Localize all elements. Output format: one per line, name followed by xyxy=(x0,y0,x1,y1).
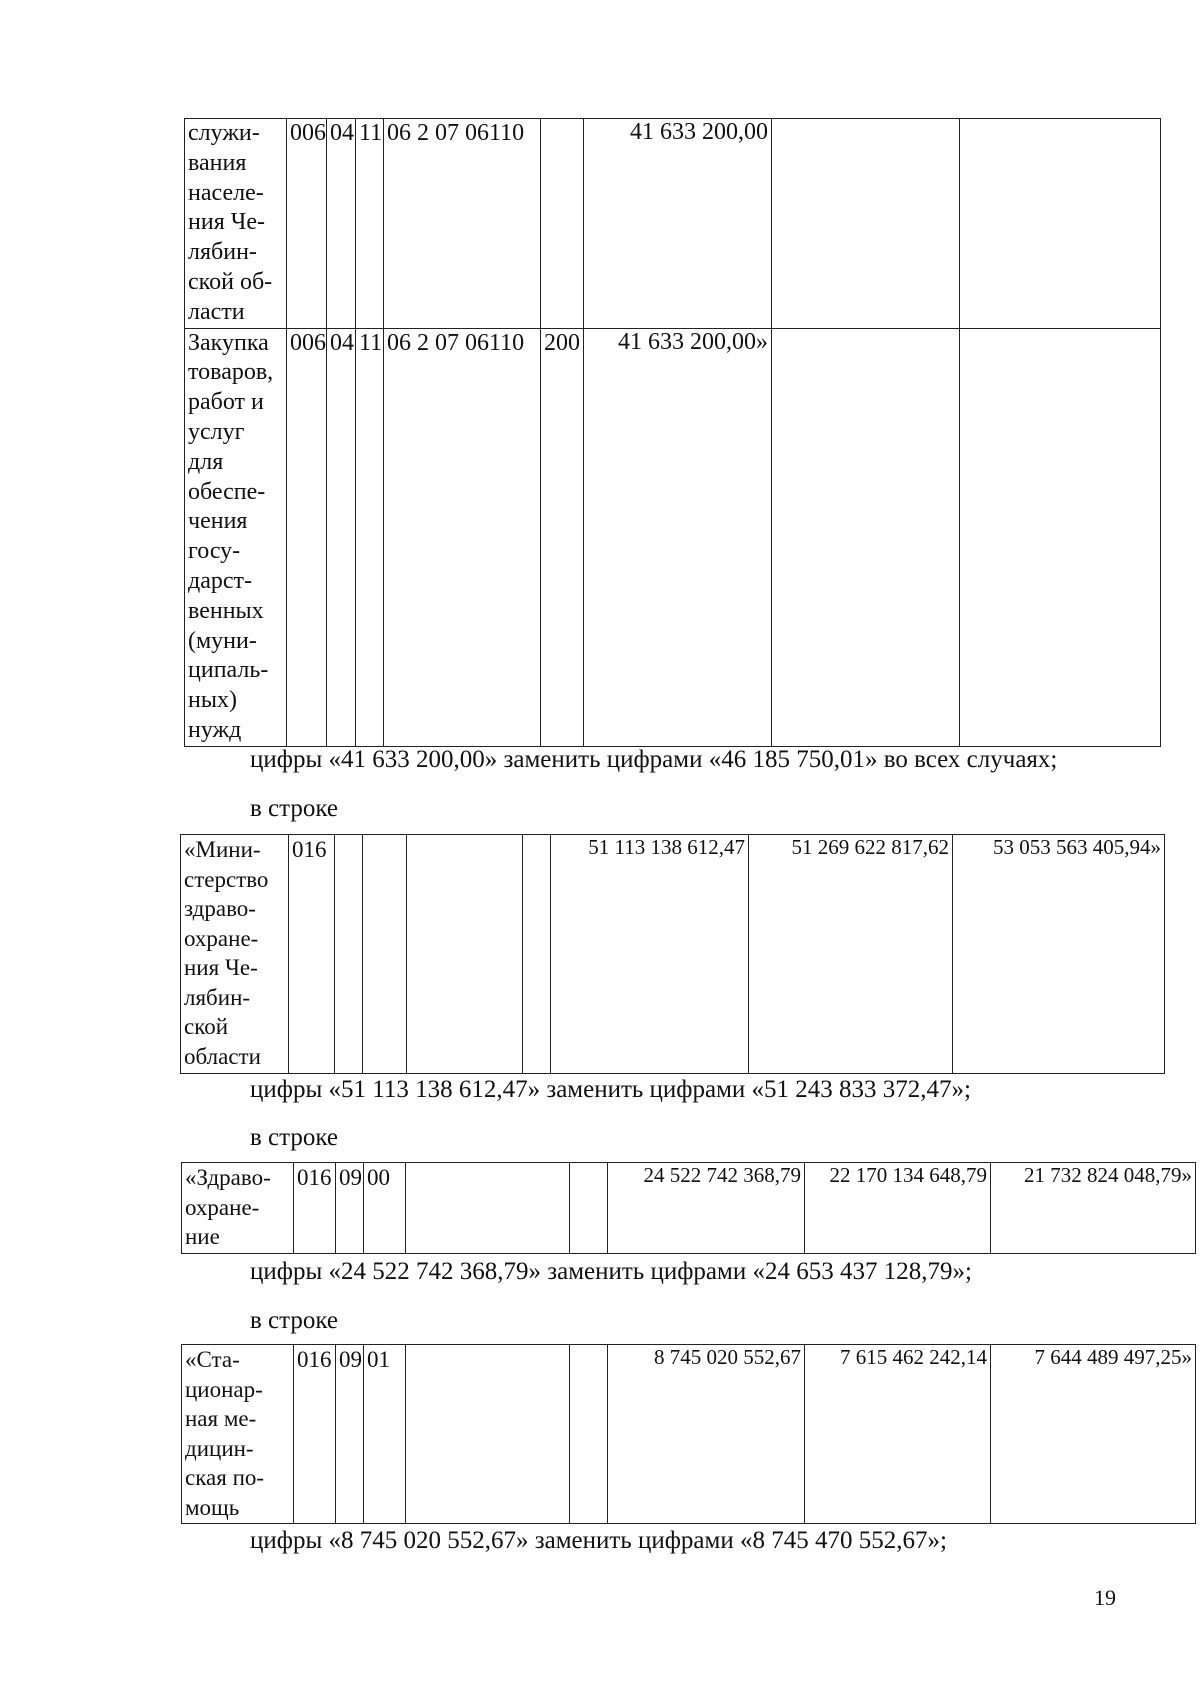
value-year-3 xyxy=(960,119,1161,329)
label-in-row: в строке xyxy=(250,795,339,822)
code-subsection: 11 xyxy=(356,119,384,329)
table-row xyxy=(182,1163,1196,1254)
code-target xyxy=(406,1163,570,1254)
code-section: 09 xyxy=(336,1345,364,1524)
row-name: служи- вания населе- ния Че- лябин- ской об- ласти xyxy=(185,119,287,329)
code-expense-type xyxy=(570,1163,608,1254)
code-admin: 006 xyxy=(287,328,327,746)
code-expense-type xyxy=(523,835,551,1074)
table-row xyxy=(185,119,1161,329)
table-row xyxy=(182,1345,1196,1524)
value-year-1: 41 633 200,00» xyxy=(584,328,772,746)
code-subsection xyxy=(363,835,407,1074)
value-year-3: 7 644 489 497,25» xyxy=(991,1345,1196,1524)
value-year-3 xyxy=(960,328,1161,746)
value-year-1: 51 113 138 612,47 xyxy=(551,835,749,1074)
code-target: 06 2 07 06110 xyxy=(384,119,541,329)
code-target xyxy=(407,835,523,1074)
code-subsection: 01 xyxy=(364,1345,406,1524)
instruction-2: цифры «51 113 138 612,47» заменить цифрами «51 243 833 372,47»; xyxy=(250,1076,971,1103)
budget-table-1 xyxy=(184,118,1161,747)
value-year-3: 53 053 563 405,94» xyxy=(953,835,1165,1074)
value-year-3: 21 732 824 048,79» xyxy=(991,1163,1196,1254)
budget-table-3 xyxy=(181,1162,1196,1254)
code-target: 06 2 07 06110 xyxy=(384,328,541,746)
page-number: 19 xyxy=(1094,1585,1116,1610)
code-section: 04 xyxy=(327,119,356,329)
code-admin: 016 xyxy=(294,1345,336,1524)
value-year-2 xyxy=(772,119,960,329)
value-year-2: 51 269 622 817,62 xyxy=(749,835,953,1074)
instruction-3: цифры «24 522 742 368,79» заменить цифрами «24 653 437 128,79»; xyxy=(250,1258,972,1285)
label-in-row: в строке xyxy=(250,1307,339,1334)
value-year-2: 7 615 462 242,14 xyxy=(805,1345,991,1524)
table-row xyxy=(181,835,1165,1074)
instruction-1: цифры «41 633 200,00» заменить цифрами «46 185 750,01» во всех случаях; xyxy=(250,746,1058,773)
code-expense-type xyxy=(570,1345,608,1524)
code-section xyxy=(335,835,363,1074)
value-year-1: 24 522 742 368,79 xyxy=(608,1163,805,1254)
code-subsection: 00 xyxy=(364,1163,406,1254)
code-admin: 006 xyxy=(287,119,327,329)
row-name: «Ста- ционар- ная ме- дицин- ская по- мощь xyxy=(182,1345,294,1524)
code-target xyxy=(406,1345,570,1524)
budget-table-2 xyxy=(180,834,1165,1074)
table-row xyxy=(185,328,1161,746)
code-expense-type xyxy=(541,119,584,329)
value-year-2 xyxy=(772,328,960,746)
budget-table-4 xyxy=(181,1344,1196,1524)
value-year-2: 22 170 134 648,79 xyxy=(805,1163,991,1254)
code-expense-type: 200 xyxy=(541,328,584,746)
row-name: «Мини- стерство здраво- охране- ния Че- лябин- ской области xyxy=(181,835,289,1074)
code-section: 04 xyxy=(327,328,356,746)
code-section: 09 xyxy=(336,1163,364,1254)
code-subsection: 11 xyxy=(356,328,384,746)
row-name: «Здраво- охране- ние xyxy=(182,1163,294,1254)
row-name: Закупка товаров, работ и услуг для обеспе- чения госу- дарст- венных (муни- ципаль- ных) нужд xyxy=(185,328,287,746)
code-admin: 016 xyxy=(294,1163,336,1254)
value-year-1: 8 745 020 552,67 xyxy=(608,1345,805,1524)
instruction-4: цифры «8 745 020 552,67» заменить цифрами «8 745 470 552,67»; xyxy=(250,1527,947,1554)
code-admin: 016 xyxy=(289,835,335,1074)
label-in-row: в строке xyxy=(250,1124,339,1151)
value-year-1: 41 633 200,00 xyxy=(584,119,772,329)
